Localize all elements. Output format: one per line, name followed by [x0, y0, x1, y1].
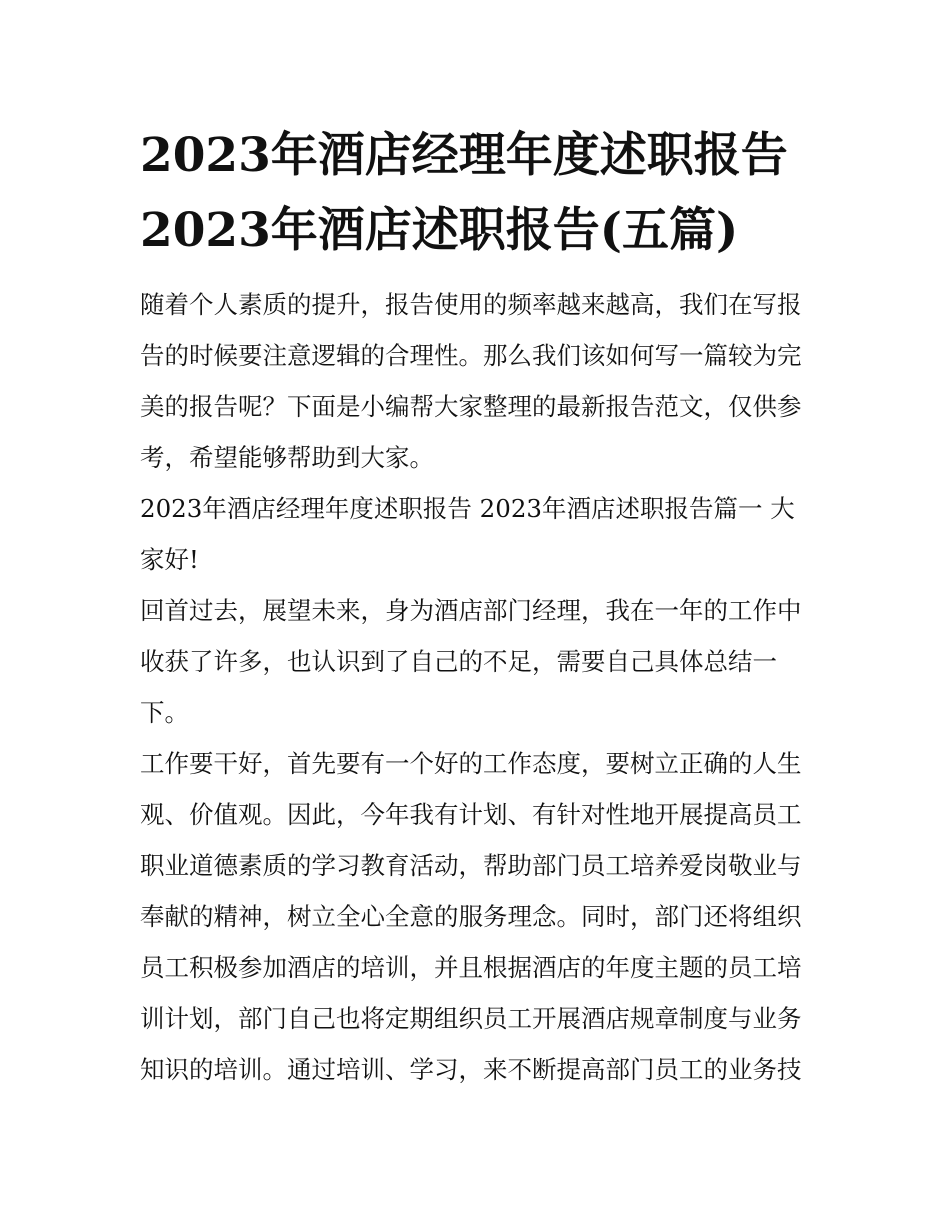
paragraph-intro: 随着个人素质的提升，报告使用的频率越来越高，我们在写报告的时候要注意逻辑的合理性。那么我们该如何写一篇较为完美的报告呢？下面是小编帮大家整理的最新报告范文，仅供参考，希望能够帮助到大家。 — [140, 290, 802, 472]
paragraph-review: 回首过去，展望未来，身为酒店部门经理，我在一年的工作中收获了许多，也认识到了自己的不足，需要自己具体总结一下。 — [140, 596, 802, 727]
title-line-2: 2023年酒店述职报告(五篇) — [140, 203, 739, 258]
document-page — [140, 118, 816, 1095]
paragraph-greeting: 2023年酒店经理年度述职报告 2023年酒店述职报告篇一 大家好! — [140, 494, 795, 574]
document-title — [140, 118, 816, 268]
document-body — [140, 279, 816, 1095]
paragraph-work-attitude: 工作要干好，首先要有一个好的工作态度，要树立正确的人生观、价值观。因此，今年我有计划、有针对性地开展提高员工职业道德素质的学习教育活动，帮助部门员工培养爱岗敬业与奉献的精神，树立全心全意的服务理念。同时，部门还将组织员工积极参加酒店的培训，并且根据酒店的年度主题的员工培训计划，部门自己也将定期组织员工开展酒店规章制度与业务知识的培训。通过培训、学习，来不断提高部门员工的业务技 — [140, 749, 802, 1084]
title-line-1: 2023年酒店经理年度述职报告 — [140, 128, 788, 183]
